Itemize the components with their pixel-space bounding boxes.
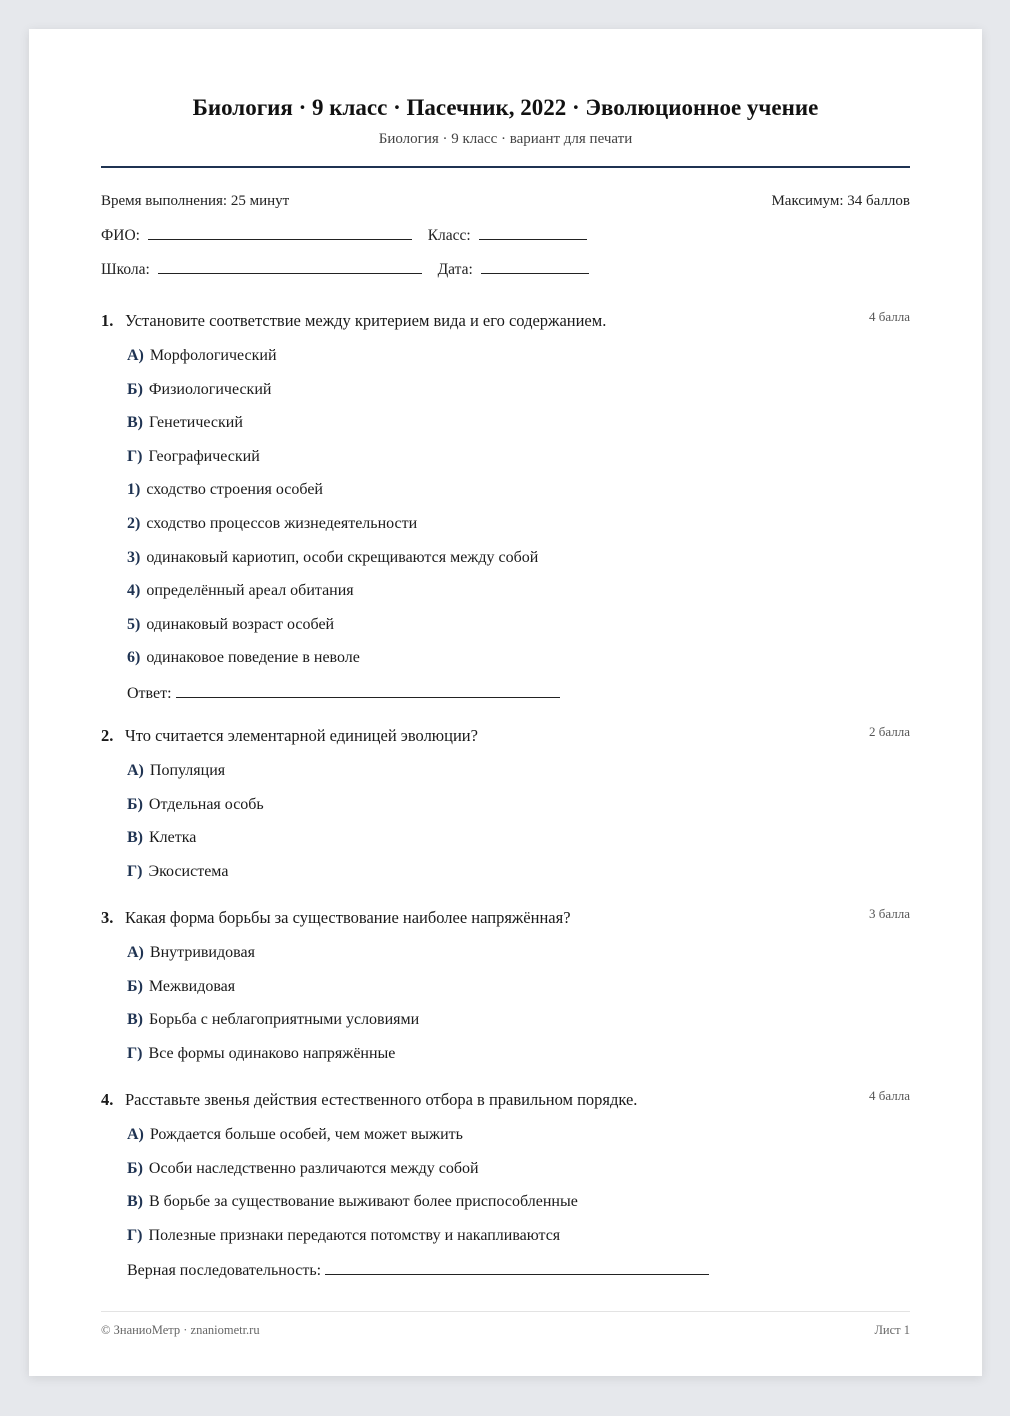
- option-item: [127, 481, 910, 515]
- question-4: [101, 1090, 910, 1284]
- option-text: Отдельная особь: [148, 795, 264, 813]
- question-text: Расставьте звенья действия естественного отбора в правильном порядке.: [125, 1090, 638, 1109]
- question-points: 3 балла: [869, 906, 910, 921]
- option-text: Особи наследственно различаются между собой: [148, 1159, 479, 1177]
- option-label: Б): [127, 795, 143, 813]
- option-item: [127, 649, 910, 683]
- option-label: Г): [127, 862, 143, 880]
- option-label: 3): [127, 548, 141, 566]
- footer-divider: [101, 1311, 910, 1312]
- option-item: [127, 616, 910, 650]
- school-input-line[interactable]: [158, 259, 422, 274]
- option-label: 6): [127, 649, 141, 667]
- header-divider: [101, 166, 910, 168]
- option-item: [127, 978, 910, 1012]
- answer-input-line[interactable]: [176, 683, 560, 698]
- option-text: Внутривидовая: [149, 944, 255, 961]
- question-number: 4.: [101, 1090, 114, 1109]
- class-label: Класс:: [427, 227, 471, 244]
- question-1: [101, 311, 910, 707]
- option-text: Борьба с неблагоприятными условиями: [149, 1011, 420, 1029]
- option-text: определённый ареал обитания: [146, 582, 354, 600]
- question-number: 2.: [101, 726, 114, 745]
- option-label: 4): [127, 582, 141, 600]
- option-text: Полезные признаки передаются потомству и накапливаются: [148, 1226, 561, 1244]
- time-limit: Время выполнения: 25 минут: [101, 193, 290, 209]
- option-label: А): [127, 347, 144, 364]
- option-item: [127, 796, 910, 830]
- school-date-row: [101, 259, 593, 279]
- option-text: одинаковый возраст особей: [146, 615, 335, 633]
- question-header: [101, 908, 910, 932]
- option-text: Генетический: [149, 414, 243, 432]
- option-item: [127, 414, 910, 448]
- question-points: 4 балла: [869, 309, 910, 324]
- question-header: [101, 311, 910, 335]
- option-item: [127, 1126, 910, 1160]
- max-score: Максимум: 34 баллов: [771, 193, 910, 209]
- option-label: А): [127, 762, 144, 779]
- question-points: 4 балла: [869, 1088, 910, 1103]
- school-label: Школа:: [101, 261, 150, 278]
- option-label: Б): [127, 1159, 143, 1177]
- option-item: [127, 1193, 910, 1227]
- option-label: 2): [127, 514, 141, 532]
- option-text: Морфологический: [149, 347, 277, 364]
- answer-row: [127, 683, 910, 707]
- option-text: одинаковое поведение в неволе: [146, 649, 360, 667]
- option-item: [127, 549, 910, 583]
- option-item: [127, 1160, 910, 1194]
- worksheet-page: [29, 29, 982, 1376]
- answer-label: Ответ:: [127, 684, 172, 702]
- question-number: 1.: [101, 311, 114, 330]
- option-item: [127, 582, 910, 616]
- option-text: Географический: [148, 447, 260, 465]
- option-label: 1): [127, 481, 141, 499]
- option-label: А): [127, 1126, 144, 1143]
- page-subtitle: Биология · 9 класс · вариант для печати: [378, 131, 633, 147]
- option-item: [127, 1011, 910, 1045]
- class-input-line[interactable]: [479, 225, 587, 240]
- footer-page-number: Лист 1: [874, 1323, 910, 1337]
- question-text: Какая форма борьбы за существование наиболее напряжённая?: [125, 908, 571, 927]
- date-label: Дата:: [437, 261, 473, 278]
- option-text: Межвидовая: [148, 977, 236, 995]
- option-item: [127, 381, 910, 415]
- option-label: А): [127, 944, 144, 961]
- option-label: Г): [127, 447, 143, 465]
- footer-copyright: © ЗнаниоМетр · znaniometr.ru: [101, 1323, 260, 1337]
- option-label: Б): [127, 380, 143, 398]
- question-text: Что считается элементарной единицей эволюции?: [125, 726, 478, 745]
- option-item: [127, 1227, 910, 1261]
- option-text: Популяция: [149, 762, 226, 779]
- option-text: В борьбе за существование выживают более приспособленные: [149, 1193, 578, 1211]
- option-item: [127, 863, 910, 897]
- answer-input-line[interactable]: [325, 1260, 709, 1275]
- question-points: 2 балла: [869, 724, 910, 739]
- question-number: 3.: [101, 908, 114, 927]
- option-text: Все формы одинаково напряжённые: [148, 1044, 396, 1062]
- option-text: Физиологический: [148, 380, 272, 398]
- question-3: [101, 908, 910, 1078]
- option-label: Б): [127, 977, 143, 995]
- page-content: [101, 29, 910, 1376]
- option-item: [127, 347, 910, 381]
- option-item: [127, 1045, 910, 1079]
- question-header: [101, 726, 910, 750]
- page-title: Биология · 9 класс · Пасечник, 2022 · Эволюционное учение: [192, 95, 819, 120]
- date-input-line[interactable]: [481, 259, 589, 274]
- question-header: [101, 1090, 910, 1114]
- option-label: В): [127, 1193, 143, 1211]
- question-2: [101, 726, 910, 896]
- option-item: [127, 944, 910, 978]
- answer-row: [127, 1260, 910, 1284]
- option-label: В): [127, 829, 143, 847]
- option-text: Экосистема: [148, 862, 229, 880]
- option-item: [127, 515, 910, 549]
- option-text: сходство строения особей: [146, 481, 323, 499]
- option-text: одинаковый кариотип, особи скрещиваются между собой: [146, 548, 539, 566]
- option-text: сходство процессов жизнедеятельности: [146, 514, 418, 532]
- option-label: В): [127, 414, 143, 432]
- name-input-line[interactable]: [148, 225, 412, 240]
- name-label: ФИО:: [101, 227, 140, 244]
- option-item: [127, 762, 910, 796]
- option-label: 5): [127, 615, 141, 633]
- option-text: Рождается больше особей, чем может выжить: [149, 1126, 463, 1143]
- option-text: Клетка: [149, 829, 197, 847]
- option-item: [127, 448, 910, 482]
- option-label: Г): [127, 1044, 143, 1062]
- option-label: Г): [127, 1226, 143, 1244]
- name-class-row: [101, 225, 591, 245]
- answer-label: Верная последовательность:: [127, 1262, 322, 1280]
- option-label: В): [127, 1011, 143, 1029]
- question-text: Установите соответствие между критерием вида и его содержанием.: [125, 311, 607, 330]
- option-item: [127, 829, 910, 863]
